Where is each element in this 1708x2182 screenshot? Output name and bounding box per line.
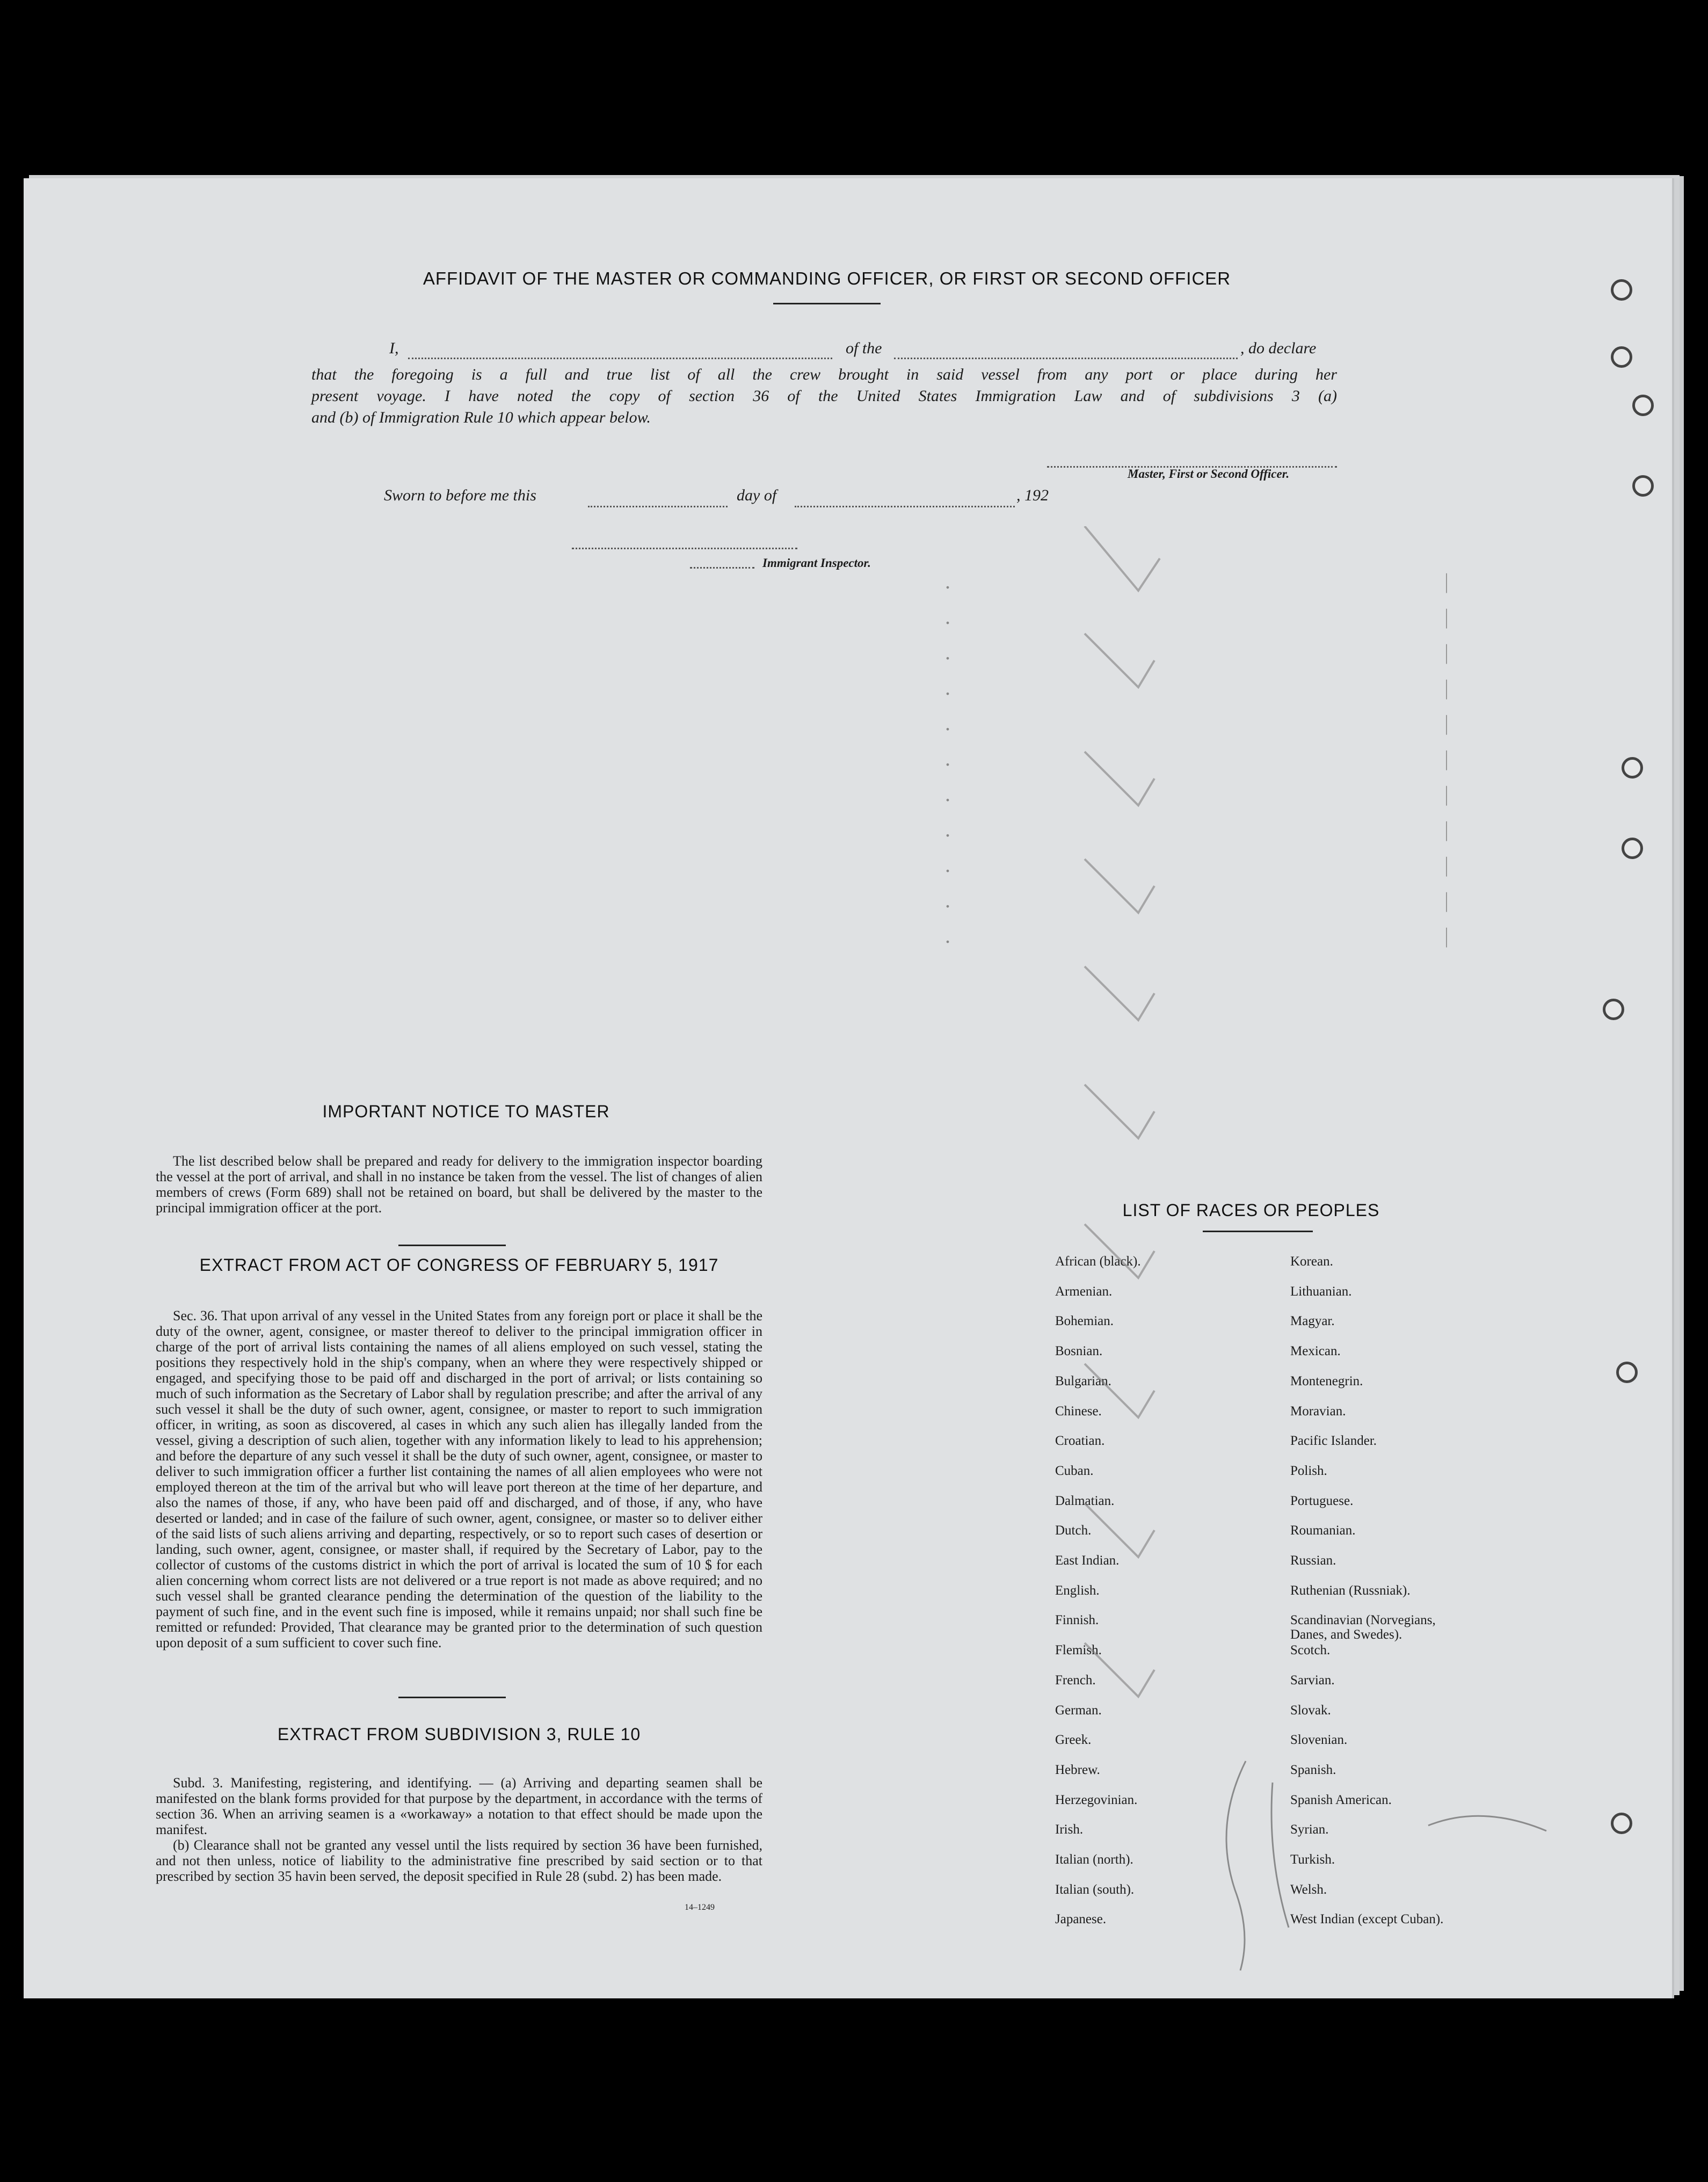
sworn-year: , 192 xyxy=(1016,486,1049,504)
race-item: Herzegovinian. xyxy=(1055,1792,1138,1807)
declarant-prefix: I, xyxy=(389,339,399,357)
race-item: German. xyxy=(1055,1703,1102,1718)
inspector-name-field[interactable] xyxy=(690,567,754,569)
race-item: Moravian. xyxy=(1290,1403,1346,1419)
race-item: Irish. xyxy=(1055,1822,1084,1837)
binding-hole-icon xyxy=(1611,1813,1632,1834)
act-rule xyxy=(398,1697,506,1698)
vessel-name-field[interactable] xyxy=(894,358,1238,359)
form-number: 14–1249 xyxy=(685,1903,715,1912)
race-item: East Indian. xyxy=(1055,1553,1120,1568)
race-item: Bohemian. xyxy=(1055,1314,1114,1329)
sworn-day-label: day of xyxy=(737,486,777,504)
race-item: Dalmatian. xyxy=(1055,1493,1115,1508)
inspector-label: Immigrant Inspector. xyxy=(762,556,871,570)
race-item: Japanese. xyxy=(1055,1912,1107,1927)
race-item: Flemish. xyxy=(1055,1643,1102,1658)
binding-hole-icon xyxy=(1622,838,1643,859)
race-item: Russian. xyxy=(1290,1553,1336,1568)
race-item: Spanish American. xyxy=(1290,1792,1392,1807)
affidavit-line-2: that the foregoing is a full and true list of all the crew brought in said vessel from any port or place during her xyxy=(311,366,1337,383)
race-item: Montenegrin. xyxy=(1290,1373,1363,1388)
race-item: Cuban. xyxy=(1055,1463,1094,1478)
race-item: Armenian. xyxy=(1055,1284,1113,1299)
races-rule xyxy=(1203,1231,1313,1232)
race-item: Ruthenian (Russniak). xyxy=(1290,1583,1411,1598)
race-item: English. xyxy=(1055,1583,1100,1598)
race-item: Scotch. xyxy=(1290,1643,1331,1658)
race-item: Slovenian. xyxy=(1290,1733,1348,1748)
race-item: Welsh. xyxy=(1290,1882,1327,1897)
race-item: Bosnian. xyxy=(1055,1344,1103,1359)
manifest-tick-marks: . . . . . . . . . . . xyxy=(945,569,950,948)
race-item: African (black). xyxy=(1055,1254,1141,1269)
notice-title: IMPORTANT NOTICE TO MASTER xyxy=(322,1102,610,1121)
race-item: Slovak. xyxy=(1290,1703,1331,1718)
master-signature-label: Master, First or Second Officer. xyxy=(1128,467,1290,481)
sworn-month-field[interactable] xyxy=(795,506,1015,507)
race-item: Mexican. xyxy=(1290,1344,1341,1359)
sworn-day-field[interactable] xyxy=(588,506,728,507)
race-item: Syrian. xyxy=(1290,1822,1329,1837)
race-item: Korean. xyxy=(1290,1254,1333,1269)
race-item: Lithuanian. xyxy=(1290,1284,1352,1299)
binding-hole-icon xyxy=(1616,1362,1638,1383)
pencil-check-marks xyxy=(1063,526,1203,1815)
race-item: Roumanian. xyxy=(1290,1523,1356,1538)
race-item: Spanish. xyxy=(1290,1762,1336,1777)
act-title: EXTRACT FROM ACT OF CONGRESS OF FEBRUARY 5, 1917 xyxy=(199,1255,719,1275)
binding-hole-icon xyxy=(1622,757,1643,779)
binding-hole-icon xyxy=(1611,279,1632,301)
notice-text: The list described below shall be prepared and ready for delivery to the immigration inspector boarding the vessel at the port of arrival, and shall in no instance be taken from the vessel. The list of changes of alien members of crews (Form 689) shall not be retained on board, but shall be delivered by the master to the principal immigration officer at the port. xyxy=(156,1153,762,1216)
race-item: Chinese. xyxy=(1055,1403,1102,1419)
race-item: Italian (south). xyxy=(1055,1882,1135,1897)
race-item: Scandinavian (Norvegians, Danes, and Swedes). xyxy=(1290,1613,1436,1642)
race-item: Magyar. xyxy=(1290,1314,1335,1329)
pencil-scribble xyxy=(1203,1750,1589,1976)
race-item: Pacific Islander. xyxy=(1290,1434,1377,1449)
rule-text-a: Subd. 3. Manifesting, registering, and identifying. — (a) Arriving and departing seamen shall be manifested on the blank forms provided for that purpose by the department, in accordance with the terms of section 36. When an arriving seamen is a «workaway» a notation to that effect should be made upon the manifest. xyxy=(156,1775,762,1837)
rule-title: EXTRACT FROM SUBDIVISION 3, RULE 10 xyxy=(277,1725,641,1744)
race-item: Polish. xyxy=(1290,1463,1327,1478)
race-item: West Indian (except Cuban). xyxy=(1290,1912,1444,1927)
title-rule xyxy=(773,303,881,304)
race-item: Greek. xyxy=(1055,1733,1092,1748)
binding-hole-icon xyxy=(1603,999,1624,1020)
race-item: Bulgarian. xyxy=(1055,1373,1111,1388)
binding-hole-icon xyxy=(1632,475,1654,497)
race-item: Finnish. xyxy=(1055,1613,1099,1628)
race-item: Turkish. xyxy=(1290,1852,1335,1867)
affidavit-line-4: and (b) of Immigration Rule 10 which appear below. xyxy=(311,409,651,426)
affidavit-title: AFFIDAVIT OF THE MASTER OR COMMANDING OFFICER, OR FIRST OR SECOND OFFICER xyxy=(423,268,1231,288)
binding-hole-icon xyxy=(1611,346,1632,368)
vessel-prefix: of the xyxy=(846,339,882,357)
rule-text-b: (b) Clearance shall not be granted any vessel until the lists required by section 36 have been furnished, and not then unless, notice of liability to the administrative fine prescribed by said section or to that prescribed by section 35 havin been served, the deposit specified in Rule 28 (subd. 2) has been made. xyxy=(156,1837,762,1884)
binding-hole-icon xyxy=(1632,395,1654,416)
race-item: Sarvian. xyxy=(1290,1672,1335,1688)
act-text: Sec. 36. That upon arrival of any vessel in the United States from any foreign port or place it shall be the duty of the owner, agent, consignee, or master thereof to deliver to the principal immigration officer in charge of the port of arrival lists containing the names of all aliens employed on such vessel, stating the positions they respectively hold in the ship's company, when an where they were respectively shipped or engaged, and specifying those to be paid off and discharged in the port of arrival; or lists containing so much of such information as the Secretary of Labor shall by regulation prescribe; and after the arrival of any such vessel it shall be the duty of such owner, agent, consignee, or master to report to such immigration officer, in writing, as soon as discovered, al cases in which any such alien has illegally landed from the vessel, giving a description of such alien, together with any information likely to lead to his apprehension; and before the departure of any such vessel it shall be the duty of such owner, agent, consignee, or master to deliver to such immigration officer a further list containing the names of all alien employees who were not employed thereon at the tim of the arrival but who will leave port thereon at the time of her departure, and also the names of those, if any, who have been paid off and discharged, and of those, if any, who have deserted or landed; and in case of the failure of such owner, agent, consignee, or master so to deliver either of the said lists of such aliens arriving and departing, respectively, or so to report such cases of desertion or landing, such owner, agent, consignee, or master shall, if required by the Secretary of Labor, pay to the collector of customs of the customs district in which the port of arrival is located the sum of 10 $ for each alien concerning whom correct lists are not delivered or a true report is not made as above required; and no such vessel shall be granted clearance pending the determination of the question of the liability to the payment of such fine, and in the event such fine is imposed, while it remains unpaid; nor shall such fine be remitted or refunded: Provided, That clearance may be granted prior to the determination of such question upon deposit of a sum sufficient to cover such fine. xyxy=(156,1308,762,1650)
race-item: Hebrew. xyxy=(1055,1762,1100,1777)
declare-suffix: , do declare xyxy=(1240,339,1317,357)
affidavit-line-3: present voyage. I have noted the copy of section 36 of the United States Immigration Law and of subdivisions 3 (a) xyxy=(311,387,1337,405)
race-item: Dutch. xyxy=(1055,1523,1092,1538)
declarant-name-field[interactable] xyxy=(408,358,832,359)
races-title: LIST OF RACES OR PEOPLES xyxy=(1122,1201,1380,1220)
sworn-prefix: Sworn to before me this xyxy=(384,486,536,504)
race-item: Italian (north). xyxy=(1055,1852,1133,1867)
inspector-signature-field[interactable] xyxy=(572,548,797,549)
manifest-tick-marks-right: | | | | | | | | | | | xyxy=(1444,569,1449,948)
race-item: French. xyxy=(1055,1672,1096,1688)
notice-rule xyxy=(398,1245,506,1246)
race-item: Croatian. xyxy=(1055,1434,1105,1449)
race-item: Portuguese. xyxy=(1290,1493,1354,1508)
